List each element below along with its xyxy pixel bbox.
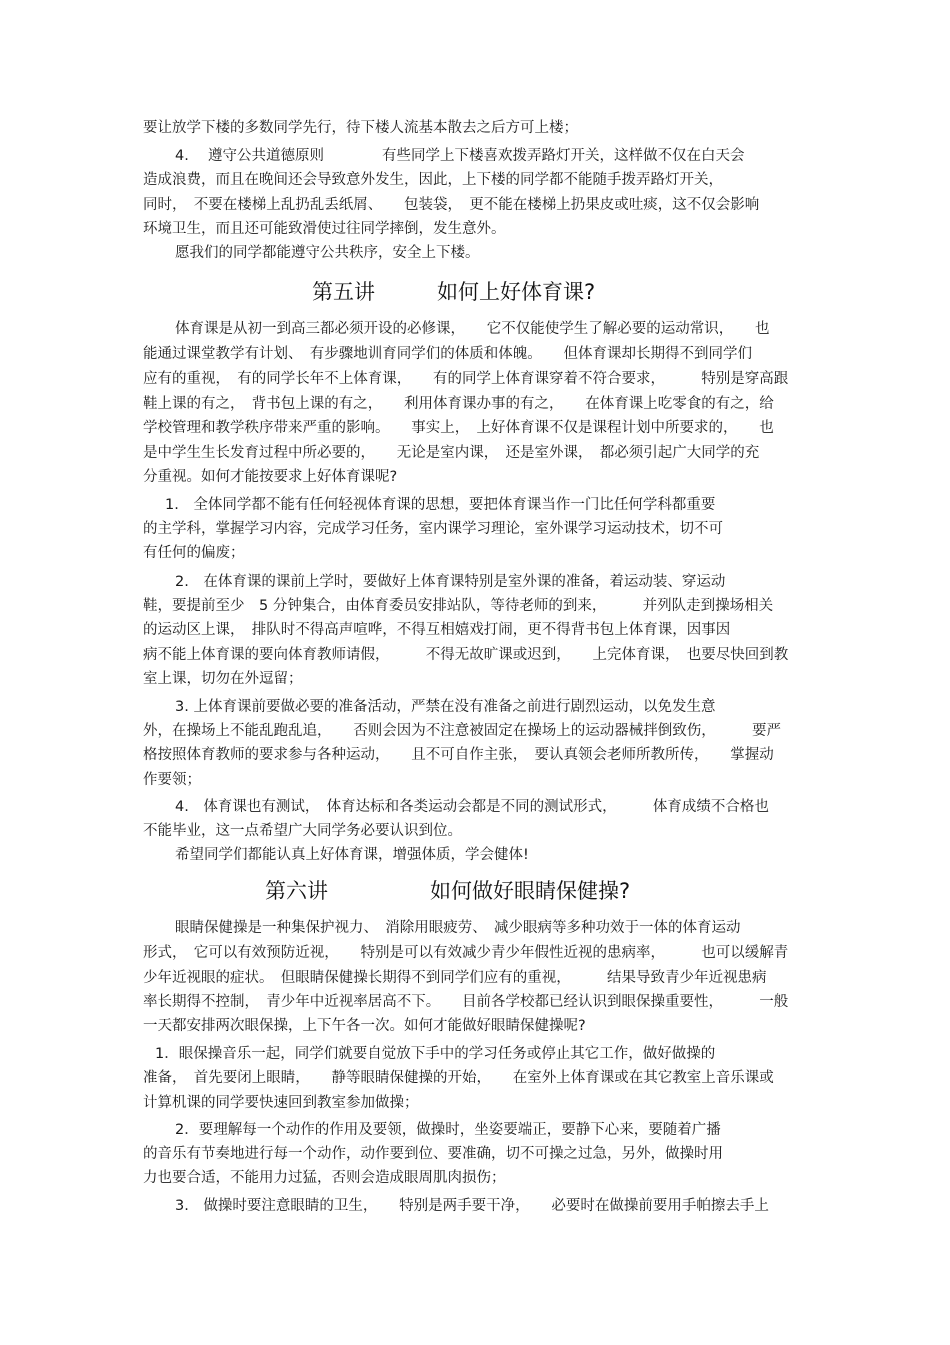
list-item-line: 不能毕业，这一点希望广大同学务必要认识到位。 [143,823,462,839]
list-item-line: 格按照体育教师的要求参与各种运动， 且不可自作主张， 要认真领会老师所教所传， 掌握动 [143,747,774,763]
paragraph-line: 体育课是从初一到高三都必须开设的必修课， 它不仅能使学生了解必要的运动常识， 也 [175,321,770,337]
paragraph-line: 鞋上课的有之， 背书包上课的有之， 利用体育课办事的有之， 在体育课上吃零食的有之，给 [143,396,774,412]
list-item-line: 的主学科，掌握学习内容，完成学习任务，室内课学习理论，室外课学习运动技术，切不可 [143,521,723,537]
list-item-line: 计算机课的同学要快速回到教室参加做操； [143,1095,419,1111]
list-item-line: 作要领； [143,772,201,788]
list-item-line: 有任何的偏废； [143,545,245,561]
paragraph-line: 应有的重视， 有的同学长年不上体育课， 有的同学上体育课穿着不符合要求， 特别是穿高跟 [143,371,789,387]
text-line: 要让放学下楼的多数同学先行，待下楼人流基本散去之后方可上楼； [143,120,578,136]
list-item-line: 1. 全体同学都不能有任何轻视体育课的思想，要把体育课当作一门比任何学科都重要 [165,497,716,513]
paragraph-line: 学校管理和教学秩序带来严重的影响。 事实上， 上好体育课不仅是课程计划中所要求的， 也 [143,420,774,436]
list-item-line: 准备， 首先要闭上眼睛， 静等眼睛保健操的开始， 在室外上体育课或在其它教室上音乐课或 [143,1070,774,1086]
paragraph-line: 分重视。如何才能按要求上好体育课呢? [143,469,398,485]
paragraph-line: 形式， 它可以有效预防近视， 特别是可以有效减少青少年假性近视的患病率， 也可以缓解青 [143,945,789,961]
closing-line: 希望同学们都能认真上好体育课，增强体质，学会健体! [175,847,529,863]
list-item-line: 3. 上体育课前要做必要的准备活动，严禁在没有准备之前进行剧烈运动，以免发生意 [175,699,716,715]
list-item-line: 病不能上体育课的要向体育教师请假， 不得无故旷课或迟到， 上完体育课， 也要尽快回到教 [143,647,789,663]
text-line: 环境卫生，而且还可能致滑使过往同学摔倒，发生意外。 [143,221,506,237]
lecture5-number: 第五讲 [312,280,375,304]
list-item-line: 室上课，切勿在外逗留； [143,671,303,687]
list-item-line: 鞋，要提前至少 5 分钟集合，由体育委员安排站队，等待老师的到来， 并列队走到操场相关 [143,598,774,614]
paragraph-line: 率长期得不控制， 青少年中近视率居高不下。 目前各学校都已经认识到眼保操重要性， 一般 [143,994,789,1010]
lecture6-title: 如何做好眼睛保健操? [430,879,631,903]
list-item-line: 外，在操场上不能乱跑乱追， 否则会因为不注意被固定在操场上的运动器械拌倒致伤， 要严 [143,723,781,739]
paragraph-line: 是中学生生长发育过程中所必要的， 无论是室内课， 还是室外课， 都必须引起广大同学的充 [143,445,760,461]
list-item-line: 2. 在体育课的课前上学时，要做好上体育课特别是室外课的准备，着运动装、穿运动 [175,574,726,590]
paragraph-line: 能通过课堂教学有计划、 有步骤地训育同学们的体质和体魄。 但体育课却长期得不到同学们 [143,346,752,362]
list-item-line: 1．眼保操音乐一起，同学们就要自觉放下手中的学习任务或停止其它工作，做好做操的 [155,1046,716,1062]
list-item-4-first-line: 4. 遵守公共道德原则 有些同学上下楼喜欢拨弄路灯开关，这样做不仅在白天会 [175,148,745,164]
text-line: 同时， 不要在楼梯上乱扔乱丢纸屑、 包装袋， 更不能在楼梯上扔果皮或吐痰，这不仅会影响 [143,197,760,213]
list-item-line: 的音乐有节奏地进行每一个动作，动作要到位、要准确，切不可操之过急，另外，做操时用 [143,1146,723,1162]
list-item-line: 力也要合适，不能用力过猛，否则会造成眼周肌肉损伤； [143,1170,506,1186]
list-item-line: 2．要理解每一个动作的作用及要领，做操时，坐姿要端正，要静下心来，要随着广播 [175,1122,721,1138]
paragraph-line: 少年近视眼的症状。 但眼睛保健操长期得不到同学们应有的重视， 结果导致青少年近视患病 [143,970,767,986]
list-item-line: 3. 做操时要注意眼睛的卫生， 特别是两手要干净， 必要时在做操前要用手帕擦去手上 [175,1198,769,1214]
text-line: 造成浪费，而且在晚间还会导致意外发生，因此，上下楼的同学都不能随手拨弄路灯开关， [143,172,723,188]
paragraph-line: 眼睛保健操是一种集保护视力、 消除用眼疲劳、 减少眼病等多种功效于一体的体育运动 [175,920,741,936]
lecture5-title: 如何上好体育课? [437,280,596,304]
list-item-line: 4. 体育课也有测试， 体育达标和各类运动会都是不同的测试形式， 体育成绩不合格也 [175,799,769,815]
list-item-line: 的运动区上课， 排队时不得高声喧哗，不得互相嬉戏打闹，更不得背书包上体育课，因事因 [143,622,731,638]
lecture6-number: 第六讲 [265,879,328,903]
paragraph-line: 一天都安排两次眼保操，上下午各一次。如何才能做好眼睛保健操呢? [143,1018,586,1034]
closing-line: 愿我们的同学都能遵守公共秩序，安全上下楼。 [175,245,480,261]
